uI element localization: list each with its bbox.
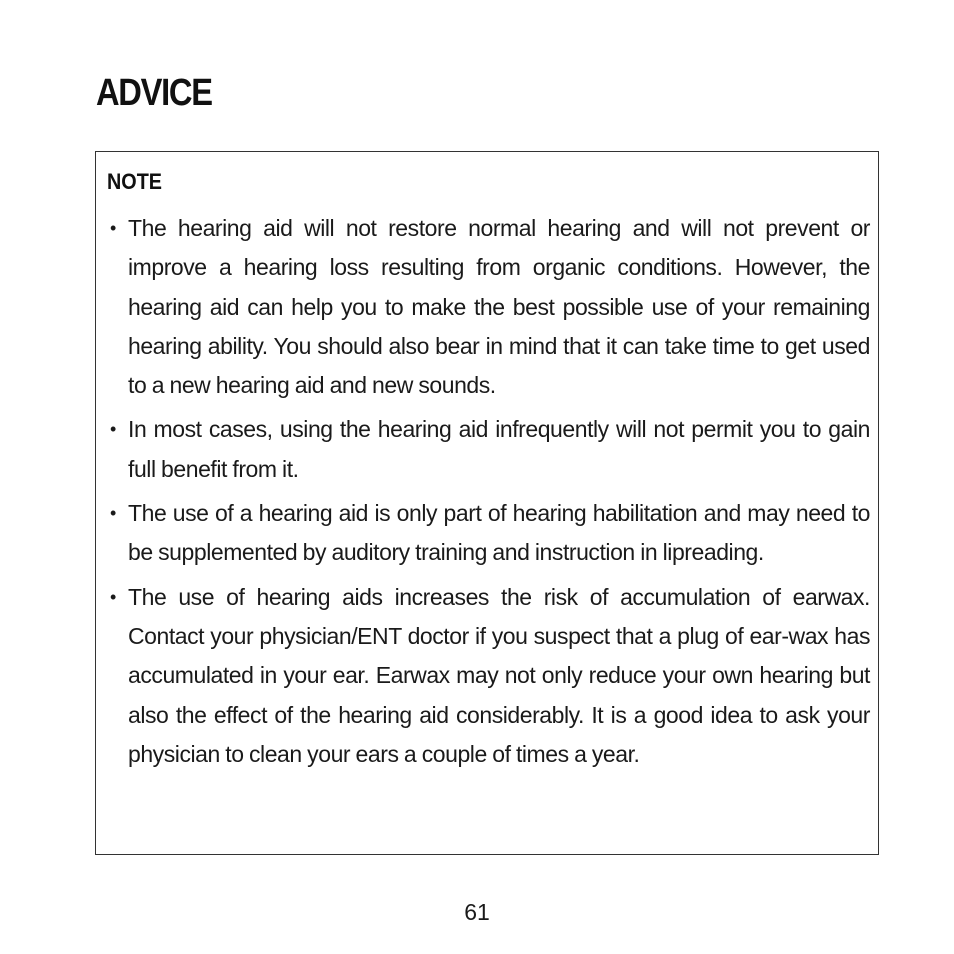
note-item-text: The use of hearing aids increases the risk of accumulation of earwax. Contact your physician/ENT doctor if you suspect that a plug of ear-wax has accumulated in your ear. Earwax may not only reduce your own hearing but also the effect of the hearing aid considerably. It is a good idea to ask your physician to clean your ears a couple of times a year. [128, 583, 870, 767]
note-box [95, 151, 879, 855]
bullet-icon: • [110, 419, 117, 440]
note-item-text: The hearing aid will not restore normal hearing and will not prevent or improve a hearing loss resulting from organic conditions. However, the hearing aid can help you to make the best possible use of your remaining hearing ability. You should also bear in mind that it can take time to get used to a new hearing aid and new sounds. [128, 215, 870, 399]
bullet-icon: • [110, 586, 117, 607]
note-item [106, 209, 870, 405]
note-item [106, 578, 870, 774]
page-number: 61 [464, 899, 490, 925]
note-item-text: The use of a hearing aid is only part of hearing habilitation and may need to be supplemented by auditory training and instruction in lipreading. [128, 500, 870, 566]
note-item [106, 410, 870, 489]
note-list [106, 209, 870, 779]
note-label: NOTE [107, 169, 163, 194]
note-item [106, 494, 870, 573]
bullet-icon: • [110, 218, 117, 238]
note-item-text: In most cases, using the hearing aid infrequently will not permit you to gain full benefit from it. [128, 416, 870, 482]
page-title: ADVICE [96, 72, 212, 114]
bullet-icon: • [110, 503, 117, 524]
